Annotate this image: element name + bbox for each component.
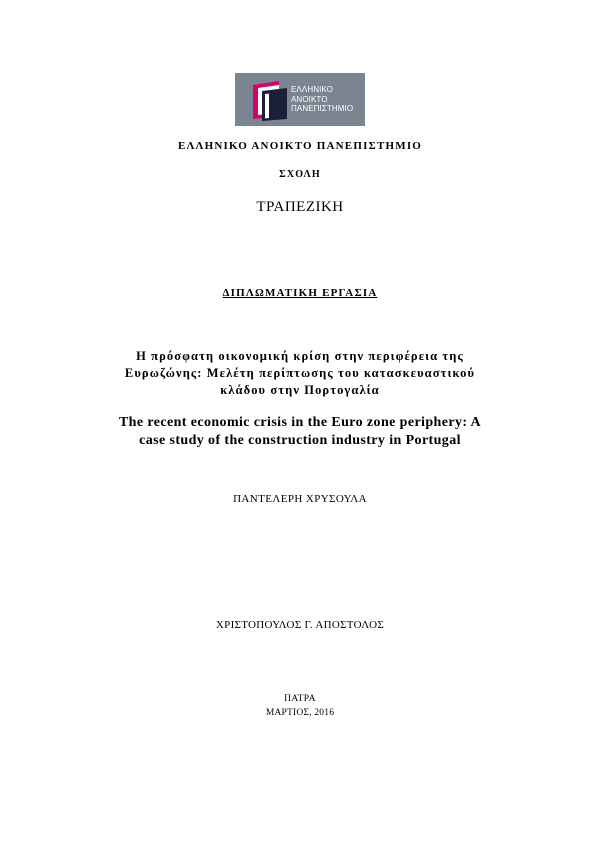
logo-line-1: ΕΛΛΗΝΙΚΟ	[291, 85, 333, 94]
open-book-icon	[249, 79, 289, 121]
author-name: ΠΑΝΤΕΛΕΡΗ ΧΡΥΣΟΥΛΑ	[233, 493, 367, 505]
title-english-line-2: case study of the construction industry in Portugal	[139, 433, 461, 448]
city: ΠΑΤΡΑ	[284, 694, 316, 704]
title-english-line-1: The recent economic crisis in the Euro zone periphery: A	[118, 415, 482, 430]
university-logo	[235, 73, 365, 126]
supervisor-name: ΧΡΙΣΤΟΠΟΥΛΟΣ Γ. ΑΠΟΣΤΟΛΟΣ	[215, 619, 385, 631]
school-label: ΣΧΟΛΗ	[279, 169, 321, 180]
logo-line-2: ΑΝΟΙΚΤΟ	[291, 94, 328, 104]
thesis-type-heading: ΔΙΠΛΩΜΑΤΙΚΗ ΕΡΓΑΣΙΑ	[222, 287, 378, 299]
date: ΜΑΡΤΙΟΣ, 2016	[265, 708, 335, 718]
logo-line-3: ΠΑΝΕΠΙΣΤΗΜΙΟ	[291, 104, 354, 113]
title-greek-line-1: Η πρόσφατη οικονομική κρίση στην περιφέρεια της	[136, 349, 464, 363]
title-greek-line-3: κλάδου στην Πορτογαλία	[220, 383, 380, 397]
department-name: ΤΡΑΠΕΖΙΚΗ	[256, 199, 344, 215]
title-greek-line-2: Ευρωζώνης: Μελέτη περίπτωσης του κατασκευαστικού	[124, 366, 476, 380]
title-english	[0, 414, 600, 450]
title-greek	[0, 348, 600, 399]
logo-text	[291, 85, 363, 114]
university-name: ΕΛΛΗΝΙΚΟ ΑΝΟΙΚΤΟ ΠΑΝΕΠΙΣΤΗΜΙΟ	[177, 140, 423, 152]
